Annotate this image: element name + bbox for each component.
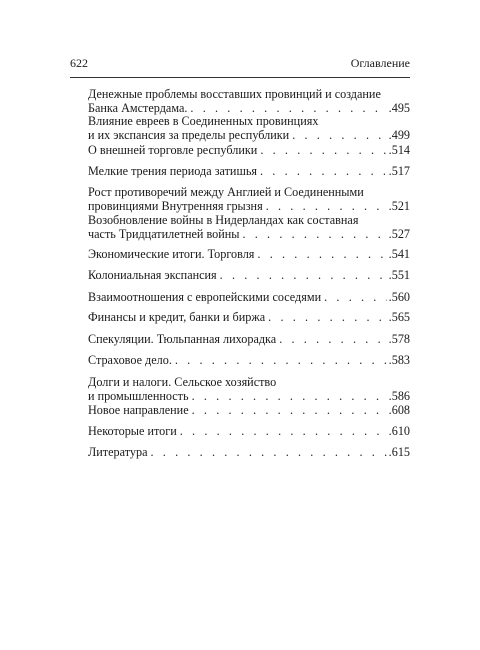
toc-entry[interactable]: [88, 164, 410, 178]
toc-entry-title-line: и промышленность: [88, 389, 189, 403]
toc-entry-last-line: [88, 164, 410, 178]
toc-entry[interactable]: [88, 87, 410, 115]
toc-page-number: .610: [388, 424, 410, 438]
toc-entry-title-line: Финансы и кредит, банки и биржа: [88, 310, 266, 324]
toc-page-number: .565: [388, 310, 410, 324]
toc-entry-last-line: [88, 268, 410, 282]
toc-entry-last-line: [88, 227, 410, 241]
toc-page-number: .578: [388, 332, 410, 346]
toc-entry[interactable]: [88, 213, 410, 241]
toc-page-number: .499: [388, 128, 410, 142]
header-rule: [70, 77, 410, 78]
running-title: Оглавление: [350, 56, 410, 70]
toc-page-number: .560: [388, 290, 410, 304]
toc-entry-last-line: [88, 128, 410, 142]
toc-entry-last-line: [88, 445, 410, 459]
toc-entry-last-line: [88, 310, 410, 324]
toc-entry[interactable]: [88, 424, 410, 438]
toc-entry-last-line: [88, 332, 410, 346]
toc-page-number: .521: [388, 199, 410, 213]
toc-entry-last-line: [88, 389, 410, 403]
toc-entry-title-line: часть Тридцатилетней войны: [88, 227, 240, 241]
toc-entry-title-line: Новое направление: [88, 403, 189, 417]
toc-entry-last-line: [88, 424, 410, 438]
toc-entry[interactable]: [88, 185, 410, 213]
toc-entry-title-line: Долги и налоги. Сельское хозяйство: [88, 375, 277, 389]
toc-entry[interactable]: [88, 445, 410, 459]
toc-page-number: .583: [388, 353, 410, 367]
toc-page-number: .495: [388, 101, 410, 115]
toc-entry[interactable]: [88, 290, 410, 304]
dot-leader: [242, 227, 386, 241]
page-number: 622: [70, 56, 88, 70]
dot-leader: [268, 310, 387, 324]
dot-leader: [192, 403, 387, 417]
toc-entry-title-line: Денежные проблемы восставших провинций и создание: [88, 87, 381, 101]
toc-page-number: .514: [388, 143, 410, 157]
toc-entry[interactable]: [88, 332, 410, 346]
toc-entry[interactable]: [88, 247, 410, 261]
toc-entry-title-line: и их экспансия за пределы республики: [88, 128, 290, 142]
toc-entry[interactable]: [88, 310, 410, 324]
toc-entry-title-line: Возобновление войны в Нидерландах как составная: [88, 213, 359, 227]
toc-entry-last-line: [88, 403, 410, 417]
toc-page-number: .541: [388, 247, 410, 261]
toc-page-number: .586: [388, 389, 410, 403]
toc-entry-title-line: провинциями Внутренняя грызня: [88, 199, 263, 213]
toc-entry-last-line: [88, 247, 410, 261]
toc-entry-title-line: Экономические итоги. Торговля: [88, 247, 255, 261]
toc-page-number: .615: [388, 445, 410, 459]
toc-page-number: .517: [388, 164, 410, 178]
toc-page-number: .608: [388, 403, 410, 417]
toc-entry-title-line: Спекуляции. Тюльпанная лихорадка: [88, 332, 277, 346]
dot-leader: [266, 199, 387, 213]
toc-entry[interactable]: [88, 268, 410, 282]
toc-entry-last-line: [88, 290, 410, 304]
toc-entry-last-line: [88, 353, 410, 367]
dot-leader: [260, 143, 386, 157]
toc-entry-last-line: [88, 199, 410, 213]
toc-entry[interactable]: [88, 143, 410, 157]
toc-entry-title-line: Влияние евреев в Соединенных провинциях: [88, 114, 319, 128]
toc-entry[interactable]: [88, 403, 410, 417]
toc-page-number: .527: [388, 227, 410, 241]
dot-leader: [220, 268, 387, 282]
dot-leader: [324, 290, 387, 304]
dot-leader: [257, 247, 386, 261]
toc-page-number: .551: [388, 268, 410, 282]
dot-leader: [175, 353, 387, 367]
dot-leader: [150, 445, 386, 459]
dot-leader: [190, 101, 386, 115]
toc-entry-title-line: Взаимоотношения с европейскими соседями: [88, 290, 322, 304]
toc-entry-title-line: О внешней торговле республики: [88, 143, 258, 157]
dot-leader: [260, 164, 387, 178]
toc-entry-last-line: [88, 143, 410, 157]
toc-entry[interactable]: [88, 114, 410, 142]
dot-leader: [192, 389, 387, 403]
toc-entry-last-line: [88, 101, 410, 115]
toc-entry-title-line: Банка Амстердама.: [88, 101, 188, 115]
toc-entry-title-line: Некоторые итоги: [88, 424, 177, 438]
toc-entry-title-line: Рост противоречий между Англией и Соединенными: [88, 185, 364, 199]
toc-entry-title-line: Литература: [88, 445, 148, 459]
dot-leader: [292, 128, 386, 142]
toc-entry-title-line: Мелкие трения периода затишья: [88, 164, 257, 178]
dot-leader: [279, 332, 386, 346]
dot-leader: [180, 424, 387, 438]
page-header: [70, 56, 410, 74]
toc-entry[interactable]: [88, 375, 410, 403]
toc-entry-title-line: Страховое дело.: [88, 353, 172, 367]
toc-entry-title-line: Колониальная экспансия: [88, 268, 217, 282]
toc-entry[interactable]: [88, 353, 410, 367]
